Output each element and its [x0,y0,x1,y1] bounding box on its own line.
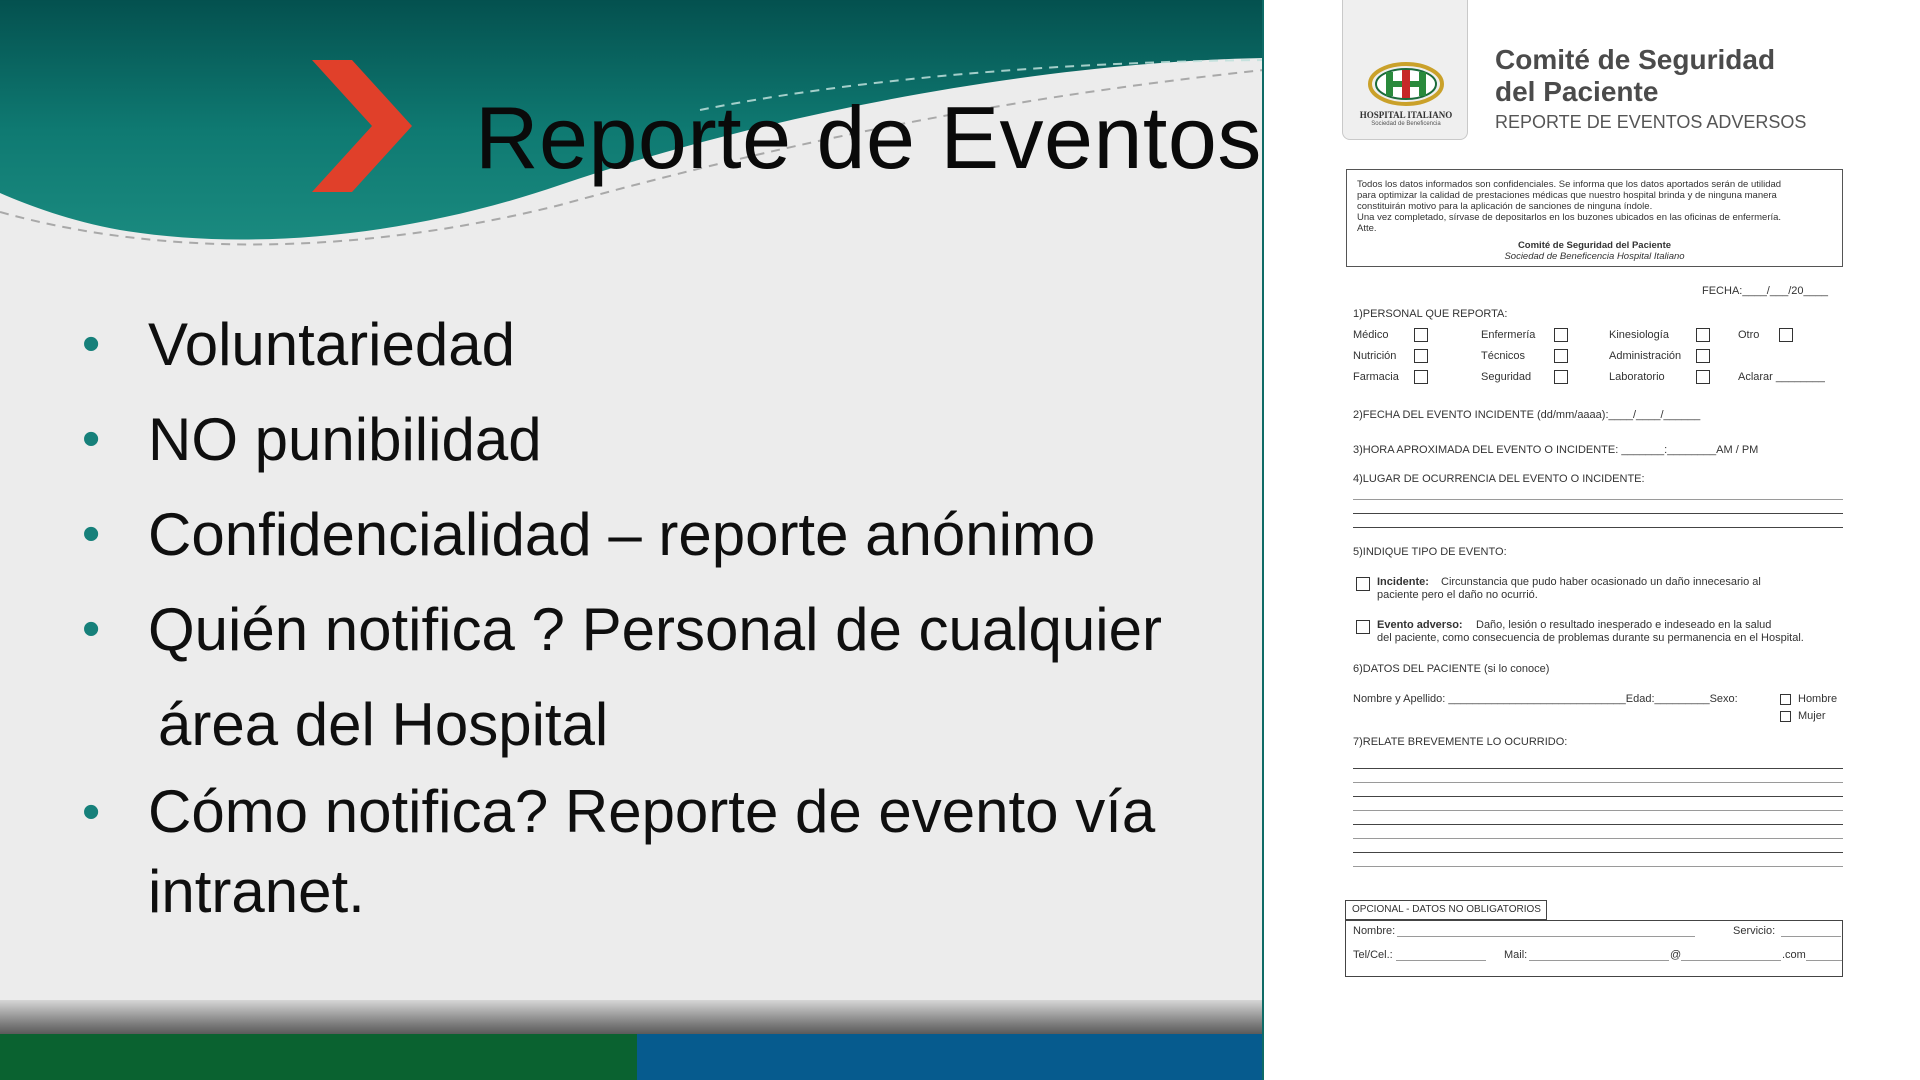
incidente-description: paciente pero el daño no ocurrió. [1377,589,1538,601]
notice-line: para optimizar la calidad de prestaciones médicas que nuestro hospital brinda y de ninguna manera [1357,190,1777,201]
form-header-title-line2: del Paciente [1495,76,1659,107]
section-personal-title: 1)PERSONAL QUE REPORTA: [1353,308,1508,320]
footer-shadow [0,1000,1264,1034]
opt-mail-label: Mail: [1504,949,1528,961]
date-field[interactable]: FECHA:____/___/20____ [1702,285,1828,297]
mujer-label: Mujer [1798,710,1826,722]
hombre-label: Hombre [1798,693,1838,705]
checkbox-medico[interactable] [1414,328,1428,342]
location-line[interactable] [1353,499,1843,500]
footer-bar-blue [637,1034,1264,1080]
form-header-title-line1: Comité de Seguridad [1495,44,1776,75]
narrative-line[interactable] [1353,782,1843,783]
hospital-logo [1342,0,1468,140]
optional-section-title: OPCIONAL - DATOS NO OBLIGATORIOS [1345,900,1547,920]
chevron-right-icon [312,60,412,192]
notice-society: Sociedad de Beneficencia Hospital Italiano [1504,251,1685,262]
form-header-title [1495,44,1815,108]
option-label: Farmacia [1353,371,1399,383]
checkbox-laboratorio[interactable] [1696,370,1710,384]
notice-org: Comité de Seguridad del Paciente [1517,240,1672,251]
opt-name-label: Nombre: [1353,925,1396,937]
section-patient-title: 6)DATOS DEL PACIENTE (si lo conoce) [1353,663,1550,675]
opt-domain-input[interactable] [1681,960,1781,961]
bullet-dot-icon: • [82,315,101,373]
narrative-line[interactable] [1353,852,1843,853]
opt-phone-input[interactable] [1396,960,1486,961]
section-location-title: 4)LUGAR DE OCURRENCIA DEL EVENTO O INCIDENTE: [1353,473,1645,485]
checkbox-farmacia[interactable] [1414,370,1428,384]
narrative-line[interactable] [1353,866,1843,867]
slide-title: Reporte de Eventos [475,88,1262,187]
checkbox-nutricion[interactable] [1414,349,1428,363]
bullet-dot-icon: • [82,783,101,841]
notice-line: constituirán motivo para la aplicación de sanciones de ninguna índole. [1357,201,1653,212]
report-form [1266,0,1920,1080]
option-label: Otro [1738,329,1760,341]
checkbox-otro[interactable] [1779,328,1793,342]
patient-name-field[interactable]: Nombre y Apellido: _____________________________Edad:_________Sexo: [1353,693,1738,705]
bullet-text: Voluntariedad [148,311,515,378]
checkbox-seguridad[interactable] [1554,370,1568,384]
option-label: Laboratorio [1609,371,1665,383]
checkbox-mujer[interactable] [1780,711,1791,722]
opt-mail-input[interactable] [1529,960,1669,961]
option-label: Enfermería [1481,329,1536,341]
location-line[interactable] [1353,513,1843,514]
evento-adverso-description: del paciente, como consecuencia de problemas durante su permanencia en el Hospital. [1377,632,1804,644]
bullet-dot-icon: • [82,410,101,468]
bullet-text: NO punibilidad [148,406,542,473]
checkbox-incidente[interactable] [1356,577,1370,591]
bullet-text: Quién notifica ? Personal de cualquier [148,596,1162,663]
footer-bar-green [0,1034,637,1080]
bullet-dot-icon: • [82,505,101,563]
opt-com-line[interactable] [1806,960,1842,961]
checkbox-administracion[interactable] [1696,349,1710,363]
section-narrative-title: 7)RELATE BREVEMENTE LO OCURRIDO: [1353,736,1568,748]
checkbox-hombre[interactable] [1780,694,1791,705]
incidente-label: Incidente: [1377,576,1429,588]
event-time-field[interactable]: 3)HORA APROXIMADA DEL EVENTO O INCIDENTE: _______:________AM / PM [1353,444,1759,456]
bullet-continuation: área del Hospital [158,691,609,758]
notice-line: Atte. [1357,223,1377,234]
option-label: Nutrición [1353,350,1397,362]
bullet-item [82,582,1232,772]
narrative-line[interactable] [1353,796,1843,797]
checkbox-evento-adverso[interactable] [1356,620,1370,634]
evento-adverso-description: Daño, lesión o resultado inesperado e indeseado en la salud [1476,619,1772,631]
option-label: Kinesiología [1609,329,1669,341]
checkbox-kinesiologia[interactable] [1696,328,1710,342]
narrative-line[interactable] [1353,824,1843,825]
option-label: Técnicos [1481,350,1526,362]
notice-line: Todos los datos informados son confidenciales. Se informa que los datos aportados serán de utilidad [1357,179,1782,190]
opt-com-label: .com [1782,949,1806,961]
option-label: Seguridad [1481,371,1532,383]
opt-name-input[interactable] [1397,936,1695,937]
notice-line: Una vez completado, sírvase de depositarlos en los buzones ubicados en las oficinas de enfermería. [1357,212,1782,223]
slide-divider [1262,0,1264,1080]
bullet-item [82,297,1232,392]
evento-adverso-label: Evento adverso: [1377,619,1463,631]
opt-service-label: Servicio: [1733,925,1776,937]
narrative-line[interactable] [1353,810,1843,811]
checkbox-tecnicos[interactable] [1554,349,1568,363]
logo-subtext: Sociedad de Beneficencia [1371,121,1441,127]
location-line[interactable] [1353,527,1843,528]
bullet-text: Cómo notifica? Reporte de evento vía [148,778,1156,845]
checkbox-enfermeria[interactable] [1554,328,1568,342]
bullet-text: Confidencialidad – reporte anónimo [148,501,1096,568]
logo-text: HOSPITAL ITALIANO [1359,110,1453,120]
bullet-dot-icon: • [82,600,101,658]
bullet-item [82,487,1232,582]
incidente-description: Circunstancia que pudo haber ocasionado un daño innecesario al [1441,576,1761,588]
opt-at-label: @ [1670,949,1682,961]
confidentiality-notice [1346,169,1843,267]
bullet-continuation: intranet. [148,858,365,925]
bullet-item [82,392,1232,487]
opt-phone-label: Tel/Cel.: [1353,949,1393,961]
section-event-type-title: 5)INDIQUE TIPO DE EVENTO: [1353,546,1507,558]
form-header-subtitle: REPORTE DE EVENTOS ADVERSOS [1495,112,1807,132]
option-label: Médico [1353,329,1389,341]
opt-service-input[interactable] [1781,936,1841,937]
aclarar-field[interactable]: Aclarar ________ [1738,371,1825,383]
bullet-item [82,772,1232,932]
event-date-field[interactable]: 2)FECHA DEL EVENTO INCIDENTE (dd/mm/aaaa):____/____/______ [1353,409,1701,421]
option-label: Administración [1609,350,1682,362]
bullet-list [82,297,1232,932]
narrative-line[interactable] [1353,768,1843,769]
hospital-emblem-icon [1368,62,1444,106]
narrative-line[interactable] [1353,838,1843,839]
